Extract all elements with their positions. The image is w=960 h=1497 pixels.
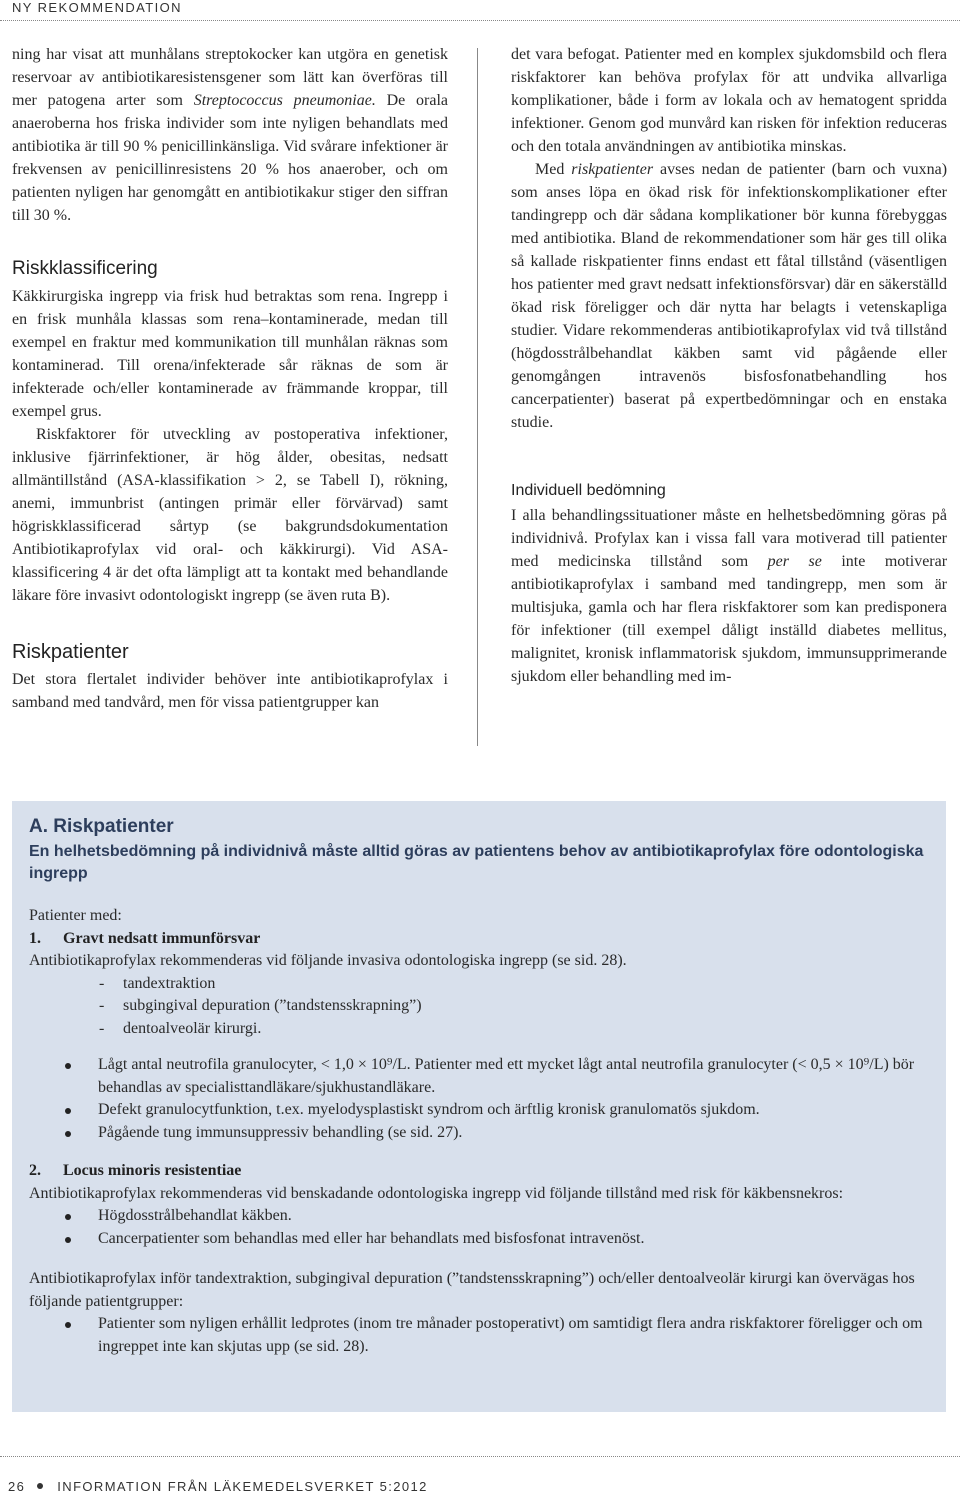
section-title: Locus minoris resistentiae — [63, 1162, 242, 1179]
bullet-icon — [65, 1237, 71, 1243]
section-heading-2 — [29, 1160, 929, 1183]
heading-individuell-bedomning: Individuell bedömning — [511, 482, 666, 499]
paragraph — [12, 43, 448, 227]
publication-name: INFORMATION FRÅN LÄKEMEDELSVERKET 5:2012 — [57, 1479, 428, 1494]
box-intro: Patienter med: — [29, 907, 122, 924]
list-item: Högdosstrålbehandlat käkben. — [29, 1205, 929, 1228]
bullet-icon — [65, 1131, 71, 1137]
info-box-riskpatienter — [12, 801, 946, 1412]
left-column — [12, 43, 448, 714]
section-heading-1 — [29, 928, 929, 951]
section-number: 2. — [29, 1162, 41, 1179]
page-number: 26 — [8, 1479, 26, 1494]
list-item: - tandextraktion — [99, 974, 216, 992]
heading-riskklassificering: Riskklassificering — [12, 258, 158, 279]
species-name: Streptococcus pneumoniae. — [193, 92, 376, 109]
page-footer — [8, 1479, 428, 1494]
paragraph — [511, 158, 947, 434]
paragraph: Det stora flertalet individer behöver inte antibiotikaprofylax i samband med tandvård, men för vissa patientgrupper kan — [12, 671, 448, 711]
condition-list — [29, 1205, 929, 1250]
paragraph-text: inte motiverar antibiotikaprofylax i samband med tandingrepp, men som är multisjuka, gamla och har flera riskfaktorer som kan predisponera för infektioner (till exempel dåligt inställd diabetes mellitus, malignitet, kronisk inflammatorisk sjukdom, immunsupprimerande sjukdom eller behandling med im- — [511, 553, 948, 685]
paragraph: det vara befogat. Patienter med en komplex sjukdomsbild och flera riskfaktorer kan behöva profylax för att undvika allvarliga komplikationer, både i form av lokala och av hematogent spridda infektioner. Genom god munvård kan risken för infektion reduceras och den totala användningen av antibiotika minskas. — [511, 46, 947, 155]
section-label: NY REKOMMENDATION — [12, 0, 182, 15]
list-item: Defekt granulocytfunktion, t.ex. myelodysplastiskt syndrom och ärftlig kronisk granulomatös sjukdom. — [29, 1099, 929, 1122]
section-number: 1. — [29, 929, 41, 947]
emphasis: per se — [767, 553, 822, 570]
separator-dot-icon — [37, 1483, 43, 1489]
bullet-icon — [65, 1063, 71, 1069]
paragraph-text: Med — [535, 161, 565, 178]
list-item: - subgingival depuration (”tandstensskrapning”) — [99, 997, 422, 1014]
list-item: Pågående tung immunsuppressiv behandling (se sid. 27). — [29, 1122, 929, 1145]
list-item: Lågt antal neutrofila granulocyter, < 1,0 × 10⁹/L. Patienter med ett mycket lågt antal neutrofila granulocyter (< 0,5 × 10⁹/L) bör behandlas av specialisttandläkare/sjukhustandläkare. — [29, 1054, 929, 1099]
list-item: Cancerpatienter som behandlas med eller har behandlats med bisfosfonat intravenöst. — [29, 1228, 929, 1251]
condition-list — [29, 1313, 929, 1358]
box-subtitle: En helhetsbedömning på individnivå måste alltid göras av patientens behov av antibiotikaprofylax före odontologiska ingrepp — [29, 843, 924, 882]
footer-divider — [0, 1456, 960, 1457]
section-text: Antibiotikaprofylax rekommenderas vid benskadande odontologiska ingrepp vid följande tillstånd med risk för käkbensnekros: — [29, 1184, 844, 1202]
section-title: Gravt nedsatt immunförsvar — [63, 929, 261, 947]
right-column — [511, 43, 947, 688]
section-text: Antibiotikaprofylax inför tandextraktion, subgingival depuration (”tandstensskrapning”) och/eller dentoalveolär kirurgi kan övervägas hos följande patientgrupper: — [29, 1270, 915, 1310]
column-divider — [477, 48, 478, 746]
info-box-content — [29, 815, 929, 1358]
list-item: - dentoalveolär kirurgi. — [99, 1019, 262, 1037]
paragraph: Käkkirurgiska ingrepp via frisk hud betraktas som rena. Ingrepp i en frisk munhåla klassas som rena–kontaminerade, medan till exempel en fraktur med kommunikation till munhålan räknas som kontaminerad. Till orena/infekterade sår räknas de som är infekterade och/eller kontaminerade av främmande kroppar, till exempel grus. — [12, 288, 448, 420]
paragraph-text: avses nedan de patienter (barn och vuxna) som anses löpa en ökad risk för infektionskomplikationer efter tandingrepp och där sådana komplikationer bör kunna förebyggas med antibiotika. Bland de rekommendationer som här ges till olika så kallade riskpatienter finns endast ett fåtal tillstånd (väsentligen hos patienter med gravt nedsatt infektionsförsvar) där en säkerställd ökad risk föreligger och där nytta har belagts i vetenskapliga studier. Vidare rekommenderas antibiotikaprofylax vid två tillstånd (högdosstrålbehandlat käkben samt vid pågående eller genomgången intravenös bisfosfonatbehandling hos cancerpatienter) baserat på expertbedömningar och en enstaka studie. — [511, 161, 948, 431]
procedure-list — [29, 973, 929, 1041]
bullet-icon — [65, 1108, 71, 1114]
bullet-icon — [65, 1322, 71, 1328]
paragraph: Riskfaktorer för utveckling av postoperativa infektioner, inklusive fjärrinfektioner, är hög ålder, obesitas, nedsatt allmäntillstånd (ASA-klassifikation > 2, se Tabell I), rökning, anemi, immunbrist (antingen primär eller förvärvad) samt högriskklassificerad sårtyp (se bakgrundsdokumentation Antibiotikaprofylax vid oral- och käkkirurgi). Vid ASA-klassificering 4 är det ofta lämpligt att ta kontakt med behandlande läkare före invasivt odontologiskt ingrepp (se även ruta B). — [12, 426, 448, 604]
header-divider — [0, 20, 960, 21]
paragraph-text: De orala anaeroberna hos friska individer som inte nyligen behandlats med antibiotika är till 90 % penicillinkänsliga. Vid svårare infektioner är frekvensen av penicillinresistens 20 % hos anaerober, och om patienten nyligen har genomgått en antibiotikakur stiger den siffran till 30 %. — [12, 92, 449, 224]
emphasis: riskpatienter — [571, 161, 654, 178]
paragraph-text: I alla behandlingssituationer måste en helhetsbedömning göras på individnivå. Profylax kan i vissa fall vara motiverad till patienter med medicinska tillstånd som — [511, 507, 947, 570]
condition-list — [29, 1054, 929, 1144]
section-text: Antibiotikaprofylax rekommenderas vid följande invasiva odontologiska ingrepp (se sid. 28). — [29, 952, 627, 969]
bullet-icon — [65, 1214, 71, 1220]
paragraph — [511, 504, 947, 688]
box-title: A. Riskpatienter — [29, 816, 174, 837]
list-item: Patienter som nyligen erhållit ledprotes (inom tre månader postoperativt) om samtidigt flera andra riskfaktorer föreligger och om ingreppet inte kan skjutas upp (se sid. 28). — [29, 1313, 929, 1358]
paragraph-text: ning har visat att munhålans streptokocker kan utgöra en genetisk reservoar av antibiotikaresistensgener som lätt kan överföras till mer patogena arter som — [12, 46, 448, 109]
heading-riskpatienter: Riskpatienter — [12, 641, 129, 663]
